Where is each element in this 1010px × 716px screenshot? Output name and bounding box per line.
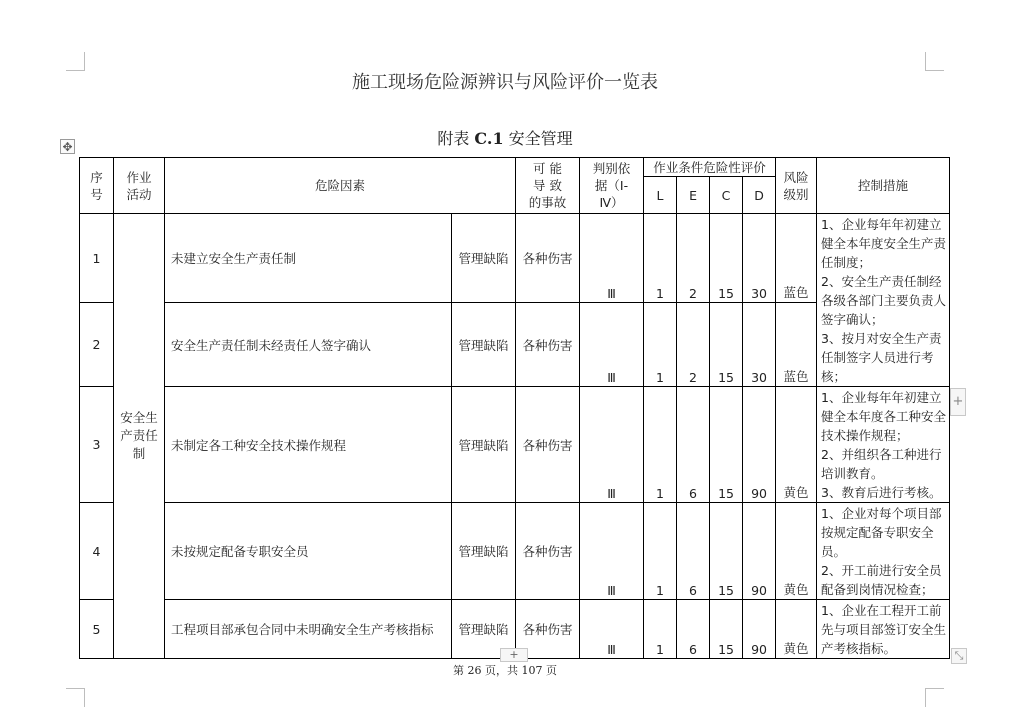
table-title-code: C.1 <box>474 129 504 148</box>
cell-E: 2 <box>677 303 710 387</box>
cell-measures <box>817 214 950 387</box>
header-seq: 序号 <box>80 158 114 214</box>
cell-L: 1 <box>644 387 677 503</box>
crop-mark-bottom-right <box>925 688 944 707</box>
header-C: C <box>710 177 743 214</box>
cell-hazard: 未制定各工种安全技术操作规程 <box>165 387 452 503</box>
cell-C: 15 <box>710 387 743 503</box>
cell-judgment: Ⅲ <box>580 503 644 600</box>
table-move-handle-icon[interactable]: ✥ <box>60 139 75 154</box>
header-accident: 可 能 导 致 的事故 <box>516 158 580 214</box>
cell-D: 30 <box>743 303 776 387</box>
cell-risk-level: 黄色 <box>776 600 817 659</box>
table-title-name: 安全管理 <box>508 129 573 148</box>
cell-E: 2 <box>677 214 710 303</box>
cell-activity: 安全生产责任制 <box>114 214 165 659</box>
measure-line: 1、企业每年年初建立健全本年度各工种安全技术操作规程； <box>821 390 947 443</box>
page-footer: 第 26 页，共 107 页 <box>453 664 557 677</box>
cell-accident: 各种伤害 <box>516 387 580 503</box>
cell-risk-level: 黄色 <box>776 503 817 600</box>
cell-measures <box>817 387 950 503</box>
header-activity: 作业活动 <box>114 158 165 214</box>
cell-E: 6 <box>677 600 710 659</box>
cell-category: 管理缺陷 <box>452 214 516 303</box>
cell-C: 15 <box>710 600 743 659</box>
add-row-plus-icon[interactable]: + <box>500 648 528 662</box>
cell-L: 1 <box>644 503 677 600</box>
cell-risk-level: 蓝色 <box>776 214 817 303</box>
measure-line: 1、企业每年年初建立健全本年度安全生产责任制度； <box>821 217 947 270</box>
cell-category: 管理缺陷 <box>452 600 516 659</box>
table-title <box>0 126 1010 149</box>
cell-judgment: Ⅲ <box>580 600 644 659</box>
cell-seq: 1 <box>80 214 114 303</box>
cell-D: 90 <box>743 503 776 600</box>
table-row <box>80 503 950 600</box>
cell-seq: 4 <box>80 503 114 600</box>
risk-table <box>79 157 950 659</box>
cell-hazard: 工程项目部承包合同中未明确安全生产考核指标 <box>165 600 452 659</box>
cell-judgment: Ⅲ <box>580 214 644 303</box>
cell-accident: 各种伤害 <box>516 214 580 303</box>
measure-line: 2、开工前进行安全员配备到岗情况检查； <box>821 563 942 597</box>
cell-judgment: Ⅲ <box>580 303 644 387</box>
cell-risk-level: 蓝色 <box>776 303 817 387</box>
measure-line: 2、安全生产责任制经各级各部门主要负责人签字确认； <box>821 274 947 327</box>
cell-category: 管理缺陷 <box>452 503 516 600</box>
cell-hazard: 未建立安全生产责任制 <box>165 214 452 303</box>
cell-seq: 5 <box>80 600 114 659</box>
measure-line: 3、教育后进行考核。 <box>821 485 942 500</box>
header-D: D <box>743 177 776 214</box>
cell-category: 管理缺陷 <box>452 303 516 387</box>
cell-E: 6 <box>677 503 710 600</box>
crop-mark-bottom-left <box>66 688 85 707</box>
cell-D: 30 <box>743 214 776 303</box>
table-resize-diagonal-icon[interactable]: ⤡ <box>951 648 967 664</box>
header-measures: 控制措施 <box>817 158 950 214</box>
cell-judgment: Ⅲ <box>580 387 644 503</box>
cell-L: 1 <box>644 214 677 303</box>
cell-L: 1 <box>644 600 677 659</box>
measure-line: 3、按月对安全生产责任制签字人员进行考核； <box>821 331 942 384</box>
cell-D: 90 <box>743 387 776 503</box>
cell-category: 管理缺陷 <box>452 387 516 503</box>
header-E: E <box>677 177 710 214</box>
header-hazard: 危险因素 <box>165 158 516 214</box>
measure-line: 1、企业在工程开工前先与项目部签订安全生产考核指标。 <box>821 603 947 656</box>
measure-line: 2、并组织各工种进行培训教育。 <box>821 447 942 481</box>
add-column-plus-icon[interactable]: + <box>950 388 966 416</box>
cell-hazard: 未按规定配备专职安全员 <box>165 503 452 600</box>
header-risk-level: 风险级别 <box>776 158 817 214</box>
table-title-prefix: 附表 <box>437 129 470 148</box>
cell-E: 6 <box>677 387 710 503</box>
cell-accident: 各种伤害 <box>516 303 580 387</box>
measure-line: 1、企业对每个项目部按规定配备专职安全员。 <box>821 506 942 559</box>
header-condition-group: 作业条件危险性评价 <box>644 158 776 177</box>
header-L: L <box>644 177 677 214</box>
cell-C: 15 <box>710 214 743 303</box>
cell-L: 1 <box>644 303 677 387</box>
document-title: 施工现场危险源辨识与风险评价一览表 <box>352 72 658 93</box>
table-row <box>80 387 950 503</box>
cell-seq: 3 <box>80 387 114 503</box>
table-row <box>80 214 950 303</box>
cell-risk-level: 黄色 <box>776 387 817 503</box>
header-judgment: 判别依据（Ⅰ- Ⅳ） <box>580 158 644 214</box>
cell-C: 15 <box>710 503 743 600</box>
cell-hazard: 安全生产责任制未经责任人签字确认 <box>165 303 452 387</box>
cell-seq: 2 <box>80 303 114 387</box>
cell-measures <box>817 503 950 600</box>
cell-measures <box>817 600 950 659</box>
cell-accident: 各种伤害 <box>516 600 580 659</box>
cell-accident: 各种伤害 <box>516 503 580 600</box>
cell-D: 90 <box>743 600 776 659</box>
cell-C: 15 <box>710 303 743 387</box>
